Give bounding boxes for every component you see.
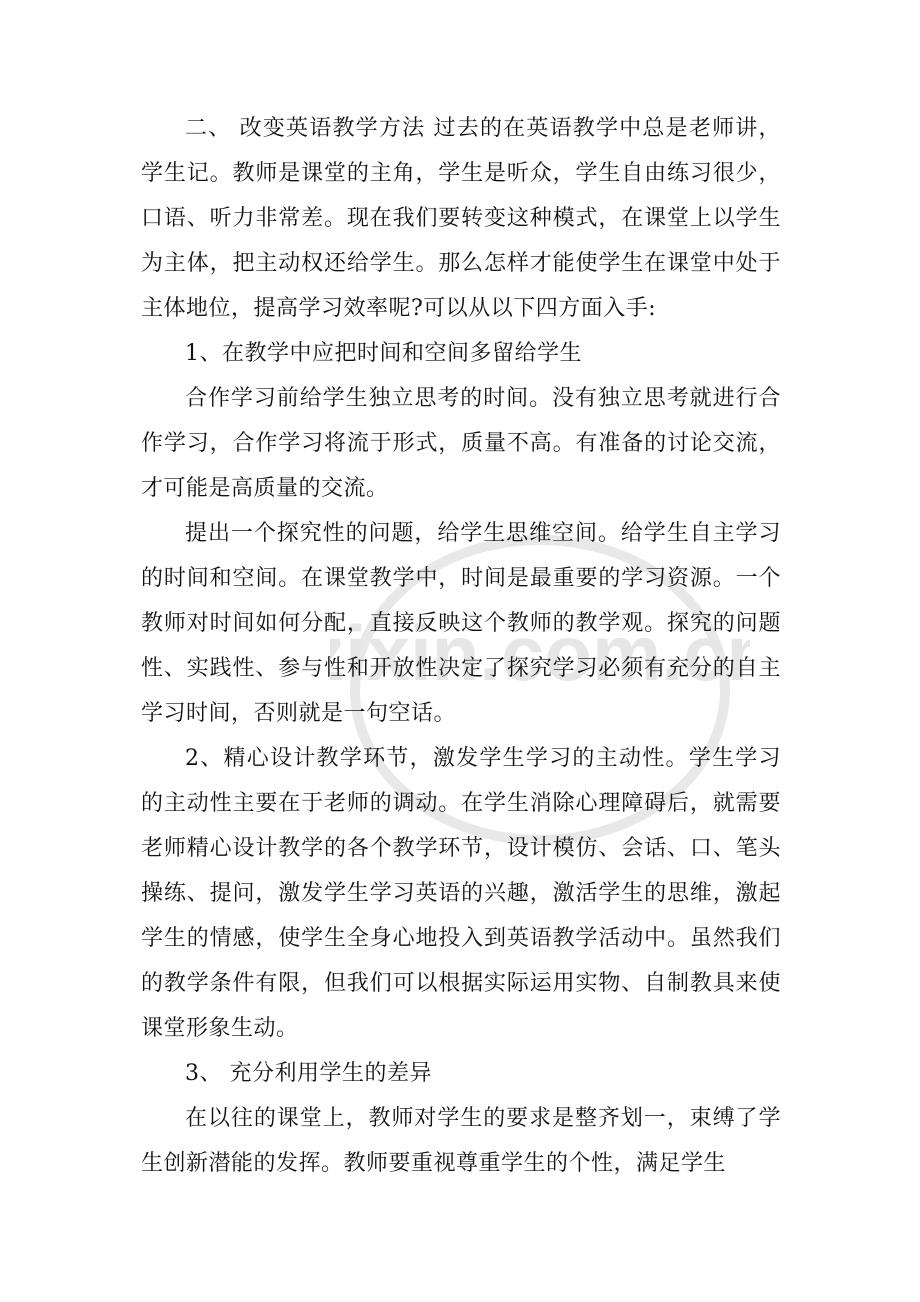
watermark-text: ixin.com.cn	[344, 609, 750, 697]
paragraph-inquiry-question: 提出一个探究性的问题，给学生思维空间。给学生自主学习的时间和空间。在课堂教学中，时间是最重要的学习资源。一个教师对时间如何分配，直接反映这个教师的教学观。探究的问题性、实践性、参与性和开放性决定了探究学习必须有充分的自主学习时间，否则就是一句空话。	[141, 521, 781, 726]
section-heading-3: 3、 充分利用学生的差异	[185, 1061, 432, 1086]
paragraph-independent-thinking: 合作学习前给学生独立思考的时间。没有独立思考就进行合作学习，合作学习将流于形式，质量不高。有准备的讨论交流，才可能是高质量的交流。	[141, 386, 781, 501]
paragraph-teaching-design: 2、精心设计教学环节，激发学生学习的主动性。学生学习的主动性主要在于老师的调动。在学生消除心理障碍后，就需要老师精心设计教学的各个教学环节，设计模仿、会话、口、笔头操练、提问，激发学生学习英语的兴趣，激活学生的思维，激起学生的情感，使学生全身心地投入到英语教学活动中。虽然我们的教学条件有限，但我们可以根据实际运用实物、自制教具来使课堂形象生动。	[141, 746, 781, 1041]
paragraph-student-differences: 在以往的课堂上，教师对学生的要求是整齐划一，束缚了学生创新潜能的发挥。教师要重视尊重学生的个性，满足学生	[141, 1106, 781, 1176]
document-body	[141, 106, 781, 1186]
section-heading-1: 1、在教学中应把时间和空间多留给学生	[185, 341, 582, 366]
paragraph-intro: 二、 改变英语教学方法 过去的在英语教学中总是老师讲，学生记。教师是课堂的主角，学生是听众，学生自由练习很少，口语、听力非常差。现在我们要转变这种模式，在课堂上以学生为主体，把主动权还给学生。那么怎样才能使学生在课堂中处于主体地位，提高学习效率呢?可以从以下四方面入手:	[141, 116, 781, 321]
